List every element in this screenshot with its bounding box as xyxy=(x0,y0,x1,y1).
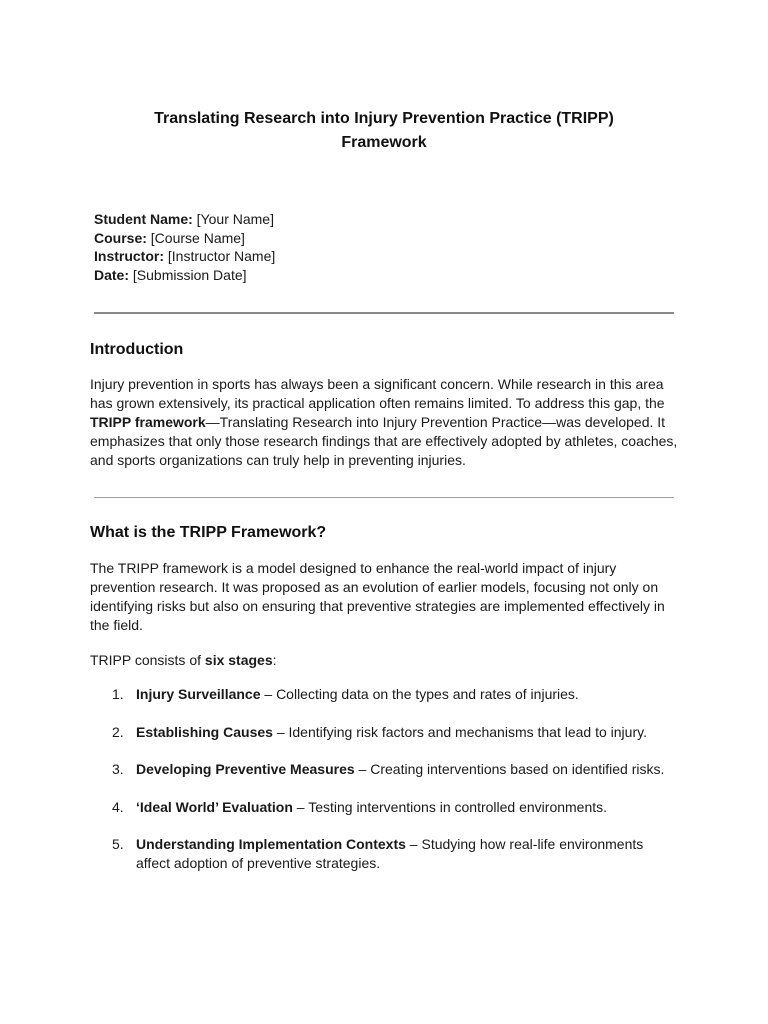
meta-label: Instructor: xyxy=(94,248,164,264)
meta-value: [Course Name] xyxy=(146,229,245,246)
meta-student-name xyxy=(94,210,275,229)
meta-label: Date: xyxy=(94,266,130,283)
intro-paragraph xyxy=(90,375,680,470)
meta-course xyxy=(94,229,275,248)
stage-desc: – Creating interventions based on identified risks. xyxy=(354,761,665,777)
consists-post: : xyxy=(272,652,277,668)
stage-title: Injury Surveillance xyxy=(136,686,261,702)
consists-pre: TRIPP consists of xyxy=(90,652,205,668)
student-info-block xyxy=(94,210,275,284)
list-item xyxy=(90,723,680,742)
intro-text-2: —Translating Research into Injury Prevention Practice—was developed. It emphasizes that only those research findings that are effectively adopted by athletes, coaches, and sports organizations can truly help in preventing injuries. xyxy=(90,414,678,468)
stage-desc: – Studying how real-life environments affect adoption of preventive strategies. xyxy=(136,836,644,871)
consists-paragraph xyxy=(90,651,680,670)
list-item xyxy=(90,798,680,817)
stage-desc: – Collecting data on the types and rates of injuries. xyxy=(260,686,579,702)
list-number: 1. xyxy=(112,686,124,702)
list-number: 2. xyxy=(112,723,124,740)
list-item xyxy=(90,685,680,704)
divider xyxy=(94,312,674,314)
list-item xyxy=(90,835,680,873)
intro-bold-term: TRIPP framework xyxy=(90,414,206,430)
meta-instructor xyxy=(94,247,275,266)
document-title: Translating Research into Injury Prevention Practice (TRIPP) Framework xyxy=(154,110,614,151)
list-number: 3. xyxy=(112,761,124,777)
meta-value: [Submission Date] xyxy=(129,266,247,283)
what-paragraph: The TRIPP framework is a model designed to enhance the real-world impact of injury prevention research. It was proposed as an evolution of earlier models, focusing not only on identifying risks but also on ensuring that preventive strategies are implemented effectively in the field. xyxy=(90,560,665,633)
stage-title: ‘Ideal World’ Evaluation xyxy=(136,798,293,815)
stage-title: Establishing Causes xyxy=(136,723,273,740)
meta-label: Student Name: xyxy=(94,211,193,227)
list-item xyxy=(90,760,680,779)
section-heading-introduction: Introduction xyxy=(90,341,184,358)
list-number: 5. xyxy=(112,836,124,852)
stage-title: Developing Preventive Measures xyxy=(136,761,355,777)
meta-label: Course: xyxy=(94,229,147,246)
intro-text-1: Injury prevention in sports has always been a significant concern. While research in this area has grown extensively, its practical application often remains limited. To address this gap, the xyxy=(90,376,665,411)
meta-value: [Your Name] xyxy=(192,211,274,227)
meta-date xyxy=(94,266,275,285)
meta-value: [Instructor Name] xyxy=(164,248,276,264)
divider xyxy=(94,497,674,498)
stages-list xyxy=(90,685,680,892)
stage-title: Understanding Implementation Contexts xyxy=(136,836,406,852)
stage-desc: – Testing interventions in controlled environments. xyxy=(292,798,608,815)
consists-bold: six stages xyxy=(204,652,273,668)
section-heading-what-is-tripp: What is the TRIPP Framework? xyxy=(90,524,327,541)
list-number: 4. xyxy=(112,798,124,815)
stage-desc: – Identifying risk factors and mechanisms that lead to injury. xyxy=(272,723,647,740)
